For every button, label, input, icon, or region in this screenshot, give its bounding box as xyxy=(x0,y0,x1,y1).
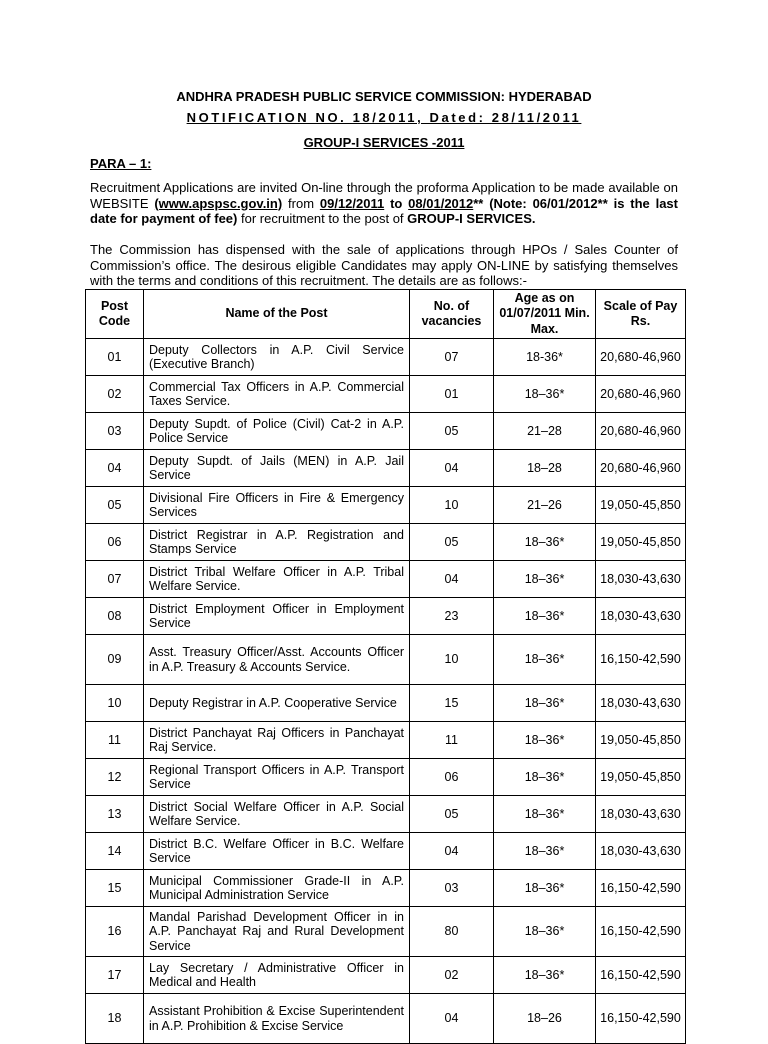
header-pay: Scale of Pay Rs. xyxy=(596,290,686,339)
post-code: 11 xyxy=(86,722,144,759)
post-name: Deputy Supdt. of Police (Civil) Cat-2 in A.P. Police Service xyxy=(144,413,410,450)
table-row xyxy=(86,759,686,796)
post-name: Commercial Tax Officers in A.P. Commercial Taxes Service. xyxy=(144,376,410,413)
header-post-code: Post Code xyxy=(86,290,144,339)
pay-scale: 16,150-42,590 xyxy=(596,957,686,994)
post-name: Regional Transport Officers in A.P. Transport Service xyxy=(144,759,410,796)
age-limit: 18–36* xyxy=(494,759,596,796)
table-row xyxy=(86,487,686,524)
post-code: 17 xyxy=(86,957,144,994)
age-limit: 18–36* xyxy=(494,722,596,759)
post-name: Deputy Supdt. of Jails (MEN) in A.P. Jail Service xyxy=(144,450,410,487)
table-row xyxy=(86,957,686,994)
notification-number: NOTIFICATION NO. 18/2011, Dated: 28/11/2011 xyxy=(186,110,582,125)
age-limit: 18–36* xyxy=(494,685,596,722)
fee-note: ** (Note: 06/01/2012** is the last date for payment of fee) xyxy=(90,195,678,227)
table-header-row xyxy=(86,290,686,339)
age-limit: 18–36* xyxy=(494,796,596,833)
post-name: District B.C. Welfare Officer in B.C. Welfare Service xyxy=(144,833,410,870)
pay-scale: 16,150-42,590 xyxy=(596,870,686,907)
table-row xyxy=(86,994,686,1044)
vacancies: 11 xyxy=(410,722,494,759)
table-row xyxy=(86,635,686,685)
table-row xyxy=(86,524,686,561)
posts-table xyxy=(85,289,686,1044)
website-link[interactable]: (www.apspsc.gov.in) xyxy=(154,195,283,211)
post-code: 05 xyxy=(86,487,144,524)
vacancies: 06 xyxy=(410,759,494,796)
post-code: 14 xyxy=(86,833,144,870)
table-row xyxy=(86,722,686,759)
age-limit: 18–36* xyxy=(494,957,596,994)
table-row xyxy=(86,685,686,722)
post-code: 13 xyxy=(86,796,144,833)
commission-title: ANDHRA PRADESH PUBLIC SERVICE COMMISSION: HYDERABAD xyxy=(176,89,592,104)
table-row xyxy=(86,450,686,487)
post-name: Mandal Parishad Development Officer in in A.P. Panchayat Raj and Rural Development Service xyxy=(144,907,410,957)
intro-paragraph-2: The Commission has dispensed with the sale of applications through HPOs / Sales Counter of Commission’s office. The desirous eligible Candidates may apply ON-LINE by satisfying themselves with the terms and conditions of this recruitment. The details are as follows:- xyxy=(90,242,678,289)
post-name: Lay Secretary / Administrative Officer in Medical and Health xyxy=(144,957,410,994)
vacancies: 05 xyxy=(410,413,494,450)
vacancies: 04 xyxy=(410,561,494,598)
vacancies: 15 xyxy=(410,685,494,722)
post-name: Deputy Registrar in A.P. Cooperative Service xyxy=(144,685,410,722)
pay-scale: 16,150-42,590 xyxy=(596,994,686,1044)
post-name: Asst. Treasury Officer/Asst. Accounts Officer in A.P. Treasury & Accounts Service. xyxy=(144,635,410,685)
vacancies: 04 xyxy=(410,833,494,870)
table-row xyxy=(86,598,686,635)
post-code: 12 xyxy=(86,759,144,796)
table-row xyxy=(86,796,686,833)
pay-scale: 18,030-43,630 xyxy=(596,561,686,598)
post-code: 07 xyxy=(86,561,144,598)
age-limit: 18–36* xyxy=(494,635,596,685)
post-name: District Registrar in A.P. Registration and Stamps Service xyxy=(144,524,410,561)
age-limit: 18-36* xyxy=(494,339,596,376)
table-row xyxy=(86,376,686,413)
table-row xyxy=(86,561,686,598)
post-code: 06 xyxy=(86,524,144,561)
age-limit: 18–28 xyxy=(494,450,596,487)
post-name: Municipal Commissioner Grade-II in A.P. Municipal Administration Service xyxy=(144,870,410,907)
vacancies: 05 xyxy=(410,524,494,561)
vacancies: 04 xyxy=(410,994,494,1044)
vacancies: 07 xyxy=(410,339,494,376)
post-code: 10 xyxy=(86,685,144,722)
post-name: District Tribal Welfare Officer in A.P. Tribal Welfare Service. xyxy=(144,561,410,598)
post-code: 01 xyxy=(86,339,144,376)
intro-paragraph: Recruitment Applications are invited On-line through the proforma Application to be made available on WEBSITE (www.apspsc.gov.in) from 09/12/2011 to 08/01/2012** (Note: 06/01/2012** is the last date for payment of fee) for recruitment to the post of GROUP-I SERVICES. xyxy=(90,180,678,227)
from-date: 09/12/2011 xyxy=(319,195,385,211)
table-row xyxy=(86,339,686,376)
pay-scale: 19,050-45,850 xyxy=(596,759,686,796)
post-name: District Panchayat Raj Officers in Panchayat Raj Service. xyxy=(144,722,410,759)
table-row xyxy=(86,907,686,957)
post-name: District Social Welfare Officer in A.P. Social Welfare Service. xyxy=(144,796,410,833)
pay-scale: 18,030-43,630 xyxy=(596,796,686,833)
header-post-name: Name of the Post xyxy=(144,290,410,339)
pay-scale: 19,050-45,850 xyxy=(596,722,686,759)
post-code: 09 xyxy=(86,635,144,685)
age-limit: 18–36* xyxy=(494,907,596,957)
table-row xyxy=(86,870,686,907)
to-date: 08/01/2012 xyxy=(408,195,474,211)
age-limit: 21–26 xyxy=(494,487,596,524)
pay-scale: 19,050-45,850 xyxy=(596,487,686,524)
post-code: 15 xyxy=(86,870,144,907)
vacancies: 10 xyxy=(410,635,494,685)
post-name: Divisional Fire Officers in Fire & Emergency Services xyxy=(144,487,410,524)
post-name: District Employment Officer in Employment Service xyxy=(144,598,410,635)
vacancies: 03 xyxy=(410,870,494,907)
table-row xyxy=(86,833,686,870)
pay-scale: 18,030-43,630 xyxy=(596,598,686,635)
vacancies: 80 xyxy=(410,907,494,957)
vacancies: 04 xyxy=(410,450,494,487)
post-code: 18 xyxy=(86,994,144,1044)
pay-scale: 20,680-46,960 xyxy=(596,450,686,487)
age-limit: 18–36* xyxy=(494,561,596,598)
post-code: 03 xyxy=(86,413,144,450)
vacancies: 23 xyxy=(410,598,494,635)
post-code: 02 xyxy=(86,376,144,413)
vacancies: 01 xyxy=(410,376,494,413)
post-code: 16 xyxy=(86,907,144,957)
header-age: Age as on 01/07/2011 Min. Max. xyxy=(494,290,596,339)
post-code: 08 xyxy=(86,598,144,635)
pay-scale: 20,680-46,960 xyxy=(596,376,686,413)
vacancies: 02 xyxy=(410,957,494,994)
age-limit: 18–36* xyxy=(494,524,596,561)
pay-scale: 16,150-42,590 xyxy=(596,907,686,957)
pay-scale: 16,150-42,590 xyxy=(596,635,686,685)
post-code: 04 xyxy=(86,450,144,487)
post-name: Deputy Collectors in A.P. Civil Service (Executive Branch) xyxy=(144,339,410,376)
age-limit: 18–36* xyxy=(494,598,596,635)
age-limit: 18–26 xyxy=(494,994,596,1044)
age-limit: 18–36* xyxy=(494,870,596,907)
header-vacancies: No. of vacancies xyxy=(410,290,494,339)
pay-scale: 18,030-43,630 xyxy=(596,833,686,870)
age-limit: 21–28 xyxy=(494,413,596,450)
age-limit: 18–36* xyxy=(494,833,596,870)
pay-scale: 20,680-46,960 xyxy=(596,339,686,376)
vacancies: 10 xyxy=(410,487,494,524)
pay-scale: 20,680-46,960 xyxy=(596,413,686,450)
pay-scale: 19,050-45,850 xyxy=(596,524,686,561)
pay-scale: 18,030-43,630 xyxy=(596,685,686,722)
vacancies: 05 xyxy=(410,796,494,833)
post-name: Assistant Prohibition & Excise Superintendent in A.P. Prohibition & Excise Service xyxy=(144,994,410,1044)
table-row xyxy=(86,413,686,450)
para-heading: PARA – 1: xyxy=(90,156,152,171)
group-title: GROUP-I SERVICES -2011 xyxy=(303,135,465,150)
age-limit: 18–36* xyxy=(494,376,596,413)
